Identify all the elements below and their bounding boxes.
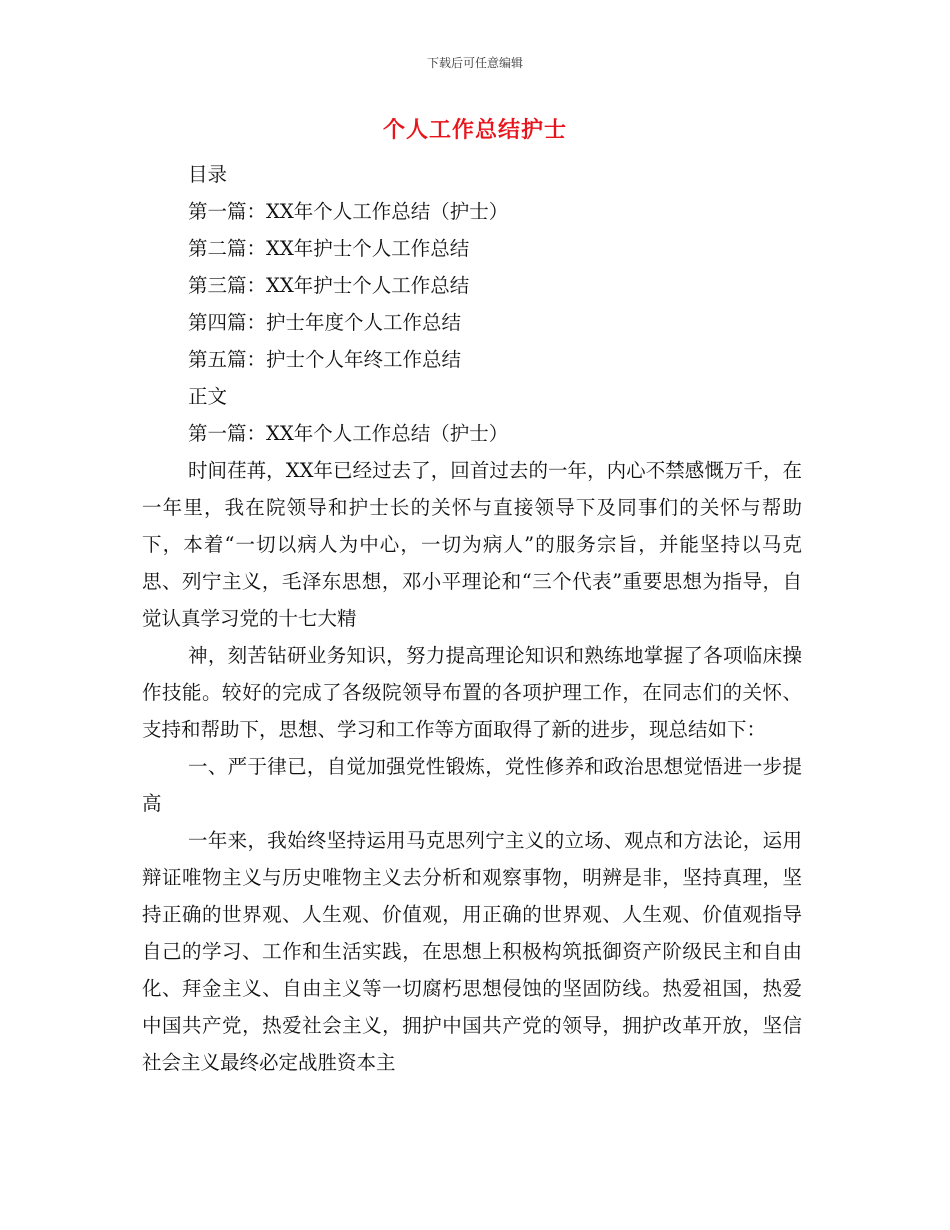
toc-item: 第三篇：XX年护士个人工作总结 bbox=[188, 274, 470, 297]
toc-heading: 目录 bbox=[188, 163, 228, 186]
paragraph: 时间荏苒，XX年已经过去了，回首过去的一年，内心不禁感慨万千，在一年里，我在院领导和护士长的关怀与直接领导下及同事们的关怀与帮助下，本着“一切以病人为中心，一切为病人”的服务宗旨，并能坚持以马克思、列宁主义，毛泽东思想，邓小平理论和“三个代表”重要思想为指导，自觉认真学习党的十七大精 bbox=[142, 459, 802, 630]
document-title: 个人工作总结护士 bbox=[382, 118, 567, 143]
toc-item: 第一篇：XX年个人工作总结（护士） bbox=[188, 200, 509, 223]
paragraph: 一年来，我始终坚持运用马克思列宁主义的立场、观点和方法论，运用辩证唯物主义与历史唯物主义去分析和观察事物，明辨是非，坚持真理，坚持正确的世界观、人生观、价值观，用正确的世界观、人生观、价值观指导自己的学习、工作和生活实践，在思想上积极构筑抵御资产阶级民主和自由化、拜金主义、自由主义等一切腐朽思想侵蚀的坚固防线。热爱祖国，热爱中国共产党，热爱社会主义，拥护中国共产党的领导，拥护改革开放，坚信社会主义最终必定战胜资本主 bbox=[142, 829, 802, 1074]
toc-item: 第四篇：护士年度个人工作总结 bbox=[188, 311, 462, 334]
body-label: 正文 bbox=[188, 385, 228, 408]
paragraph: 神，刻苦钻研业务知识，努力提高理论知识和熟练地掌握了各项临床操作技能。较好的完成了各级院领导布置的各项护理工作，在同志们的关怀、支持和帮助下，思想、学习和工作等方面取得了新的进步，现总结如下： bbox=[142, 644, 802, 741]
toc-item: 第二篇：XX年护士个人工作总结 bbox=[188, 237, 470, 260]
header-note: 下载后可任意编辑 bbox=[426, 56, 523, 70]
section-title: 第一篇：XX年个人工作总结（护士） bbox=[188, 422, 509, 445]
document-body bbox=[142, 156, 802, 1081]
toc-item: 第五篇：护士个人年终工作总结 bbox=[188, 348, 462, 371]
section-heading-paragraph: 一、严于律已，自觉加强党性锻炼，党性修养和政治思想觉悟进一步提高 bbox=[142, 755, 802, 815]
